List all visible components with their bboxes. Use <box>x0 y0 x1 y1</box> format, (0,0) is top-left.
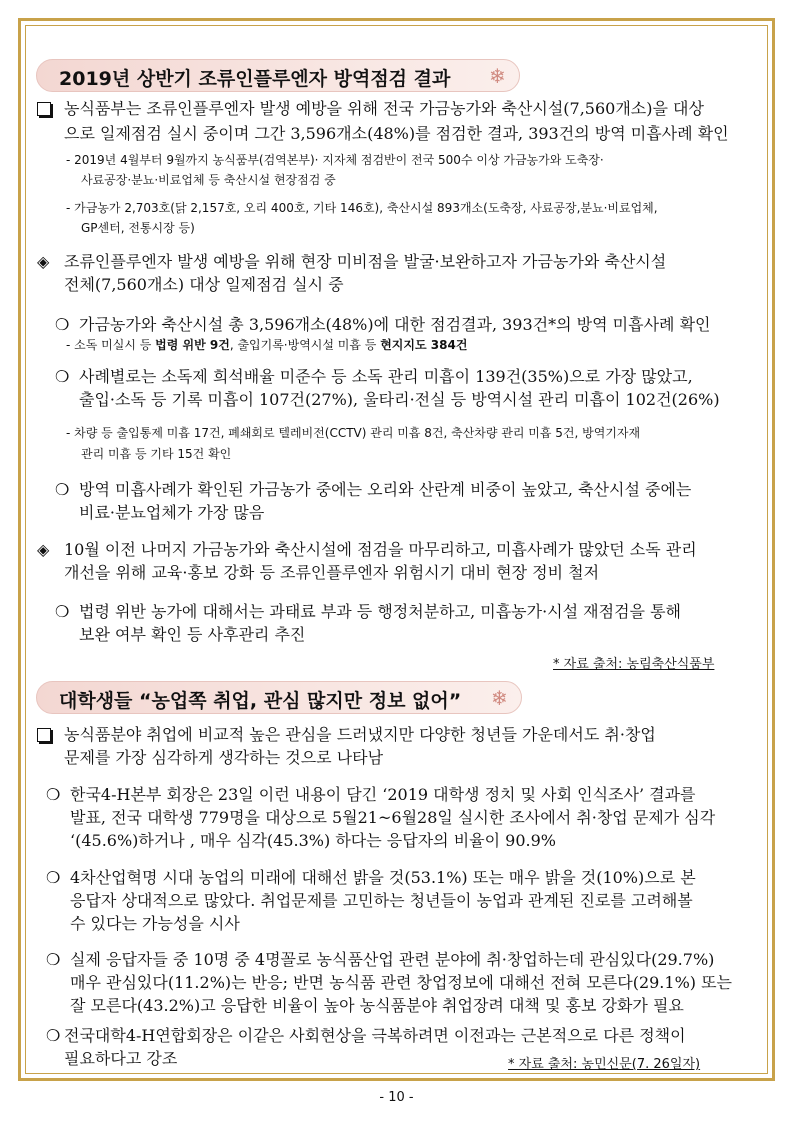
circle-icon: ❍ <box>46 785 61 804</box>
sec2-p1-line2: 문제를 가장 심각하게 생각하는 것으로 나타남 <box>64 748 384 767</box>
sec1-item1-sub <box>66 337 467 353</box>
sec2-item1-line1: 한국4-H본부 회장은 23일 이런 내용이 담긴 ‘2019 대학생 정치 및 사회 인식조사’ 결과를 <box>70 785 696 804</box>
sec2-item4-line2: 필요하다고 강조 <box>64 1049 178 1068</box>
sec1-item1-sub-c: , 출입기록·방역시설 미흡 등 <box>229 338 381 352</box>
section2-header <box>36 681 522 714</box>
sec1-diamond1-line2: 전체(7,560개소) 대상 일제점검 실시 중 <box>64 275 344 294</box>
sec1-diamond1-line1: 조류인플루엔자 발생 예방을 위해 현장 미비점을 발굴·보완하고자 가금농가와 축산시설 <box>64 252 667 271</box>
sec1-item2-sub-line1: - 차량 등 출입통제 미흡 17건, 폐쇄회로 텔레비전(CCTV) 관리 미흡 8건, 축산차량 관리 미흡 5건, 방역기자재 <box>66 426 641 440</box>
sec1-p1-line2: 으로 일제점검 실시 중이며 그간 3,596개소(48%)를 점검한 결과, 393건의 방역 미흡사례 확인 <box>64 124 729 143</box>
sec2-p1-line1: 농식품분야 취업에 비교적 높은 관심을 드러냈지만 다양한 청년들 가운데서도 취·창업 <box>64 725 656 744</box>
circle-icon: ❍ <box>55 602 70 621</box>
circle-icon: ❍ <box>55 315 70 334</box>
sec1-item3-line2: 비료·분뇨업체가 가장 많음 <box>79 503 265 522</box>
sec2-item1-line2: 발표, 전국 대학생 779명을 대상으로 5월21~6월28일 실시한 조사에서 취·창업 문제가 심각 <box>70 808 716 827</box>
sec1-item1-sub-b: 법령 위반 9건 <box>155 338 230 352</box>
sec1-item1-sub-a: - 소독 미실시 등 <box>66 338 156 352</box>
sec1-detail2-line2: GP센터, 전통시장 등) <box>81 221 195 235</box>
sec1-p1-line1: 농식품부는 조류인플루엔자 발생 예방을 위해 전국 가금농가와 축산시설(7,560개소)을 대상 <box>64 99 704 118</box>
sec1-source: * 자료 출처: 농림축산식품부 <box>553 657 715 672</box>
sec2-item2-line3: 수 있다는 가능성을 시사 <box>70 914 240 933</box>
sec2-item3-line1: 실제 응답자들 중 10명 중 4명꼴로 농식품산업 관련 분야에 취·창업하는데 관심있다(29.7%) <box>70 950 715 969</box>
sec1-item4-line2: 보완 여부 확인 등 사후관리 추진 <box>79 625 306 644</box>
sec1-detail1-line2: 사료공장·분뇨·비료업체 등 축산시설 현장점검 중 <box>81 173 336 187</box>
sec2-item2-line2: 응답자 상대적으로 많았다. 취업문제를 고민하는 청년들이 농업과 관계된 진로를 고려해볼 <box>70 891 693 910</box>
diamond-icon: ◈ <box>37 252 50 271</box>
sec1-item3-line1: 방역 미흡사례가 확인된 가금농가 중에는 오리와 산란계 비중이 높았고, 축산시설 중에는 <box>79 480 692 499</box>
diamond-icon: ◈ <box>37 540 50 559</box>
circle-icon: ❍ <box>55 367 70 386</box>
sec1-item2-sub-line2: 관리 미흡 등 기타 15건 확인 <box>81 447 232 461</box>
sec2-item3-line2: 매우 관심있다(11.2%)는 반응; 반면 농식품 관련 창업정보에 대해선 전혀 모른다(29.1%) 또는 <box>70 973 733 992</box>
section1-title: 2019년 상반기 조류인플루엔자 방역점검 결과 <box>59 68 451 90</box>
sec1-item1-sub-d: 현지지도 384건 <box>380 338 468 352</box>
snowflake-icon: ❄ <box>489 64 506 88</box>
checkbox-icon <box>37 728 51 742</box>
sec2-item4-line1: 전국대학4-H연합회장은 이같은 사회현상을 극복하려면 이전과는 근본적으로 다른 정책이 <box>64 1026 686 1045</box>
circle-icon: ❍ <box>46 868 61 887</box>
section1-header <box>36 59 520 92</box>
circle-icon: ❍ <box>55 480 70 499</box>
circle-icon: ❍ <box>46 1026 61 1045</box>
section2-title: 대학생들 “농업쪽 취업, 관심 많지만 정보 없어” <box>59 690 462 712</box>
sec1-item1: 가금농가와 축산시설 총 3,596개소(48%)에 대한 점검결과, 393건*의 방역 미흡사례 확인 <box>79 315 711 334</box>
sec1-detail2-line1: - 가금농가 2,703호(닭 2,157호, 오리 400호, 기타 146호), 축산시설 893개소(도축장, 사료공장,분뇨·비료업체, <box>66 201 658 215</box>
sec1-item2-line2: 출입·소독 등 기록 미흡이 107건(27%), 울타리·전실 등 방역시설 관리 미흡이 102건(26%) <box>79 390 720 409</box>
sec1-item2-line1: 사례별로는 소독제 희석배율 미준수 등 소독 관리 미흡이 139건(35%)으로 가장 많았고, <box>79 367 693 386</box>
sec2-item1-line3: ‘(45.6%)하거나 , 매우 심각(45.3%) 하다는 응답자의 비율이 90.9% <box>70 831 556 850</box>
page-number: - 10 - <box>379 1090 414 1105</box>
sec1-diamond2-line1: 10월 이전 나머지 가금농가와 축산시설에 점검을 마무리하고, 미흡사례가 많았던 소독 관리 <box>64 540 697 559</box>
sec1-diamond2-line2: 개선을 위해 교육·홍보 강화 등 조류인플루엔자 위험시기 대비 현장 정비 철저 <box>64 563 600 582</box>
sec2-item3-line3: 잘 모른다(43.2%)고 응답한 비율이 높아 농식품분야 취업장려 대책 및 홍보 강화가 필요 <box>70 996 684 1015</box>
sec1-detail1-line1: - 2019년 4월부터 9월까지 농식품부(검역본부)· 지자체 점검반이 전국 500수 이상 가금농가와 도축장· <box>66 153 604 167</box>
sec2-source: * 자료 출처: 농민신문(7. 26일자) <box>508 1057 701 1072</box>
circle-icon: ❍ <box>46 950 61 969</box>
checkbox-icon <box>37 102 51 116</box>
sec2-item2-line1: 4차산업혁명 시대 농업의 미래에 대해선 밝을 것(53.1%) 또는 매우 밝을 것(10%)으로 본 <box>70 868 696 887</box>
snowflake-icon: ❄ <box>491 686 508 710</box>
sec1-item4-line1: 법령 위반 농가에 대해서는 과태료 부과 등 행정처분하고, 미흡농가·시설 재점검을 통해 <box>79 602 681 621</box>
